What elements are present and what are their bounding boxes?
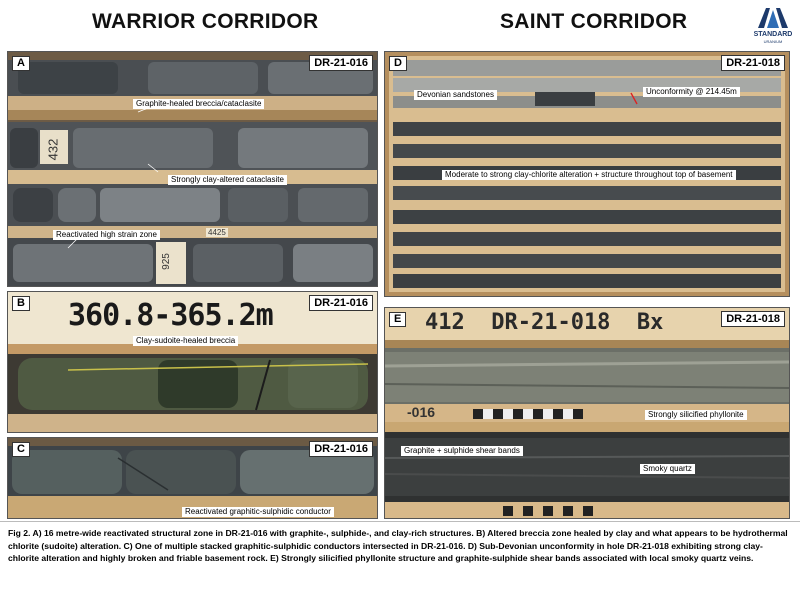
panel-e-tray-mark: -016 — [407, 404, 436, 420]
annotation-clay-altered-cataclasite: Strongly clay-altered cataclasite — [168, 175, 287, 185]
annotation-smoky-quartz: Smoky quartz — [640, 464, 695, 474]
figure-caption: Fig 2. A) 16 metre-wide reactivated structural zone in DR-21-016 with graphite-, sulphide-, and clay-rich structures. B) Altered breccia zone healed by clay and what appears to be hydrothermal chlorite (sudoite) alteration. C) One of multiple stacked graphitic-sulphidic conductors intersected in DR-21-016. D) Sub-Devonian unconformity in hole DR-21-018 exhibiting strong clay-chlorite alteration and highly broken and friable basement rock. E) Strongly silicified phyllonite structure and graphite-sulphide shear bands associated with local smoky quartz veins. — [8, 528, 788, 563]
annotation-clay-chlorite-alteration: Moderate to strong clay-chlorite alteration + structure throughout top of basement — [442, 170, 736, 180]
panel-d-hole-id: DR-21-018 — [721, 55, 785, 71]
caption-divider — [0, 521, 800, 522]
standard-uranium-logo-icon — [752, 4, 794, 44]
panel-a-box-mark-2: 925 — [160, 253, 172, 270]
panel-a-core-image — [8, 52, 377, 286]
annotation-silicified-phyllonite: Strongly silicified phyllonite — [645, 410, 747, 420]
panel-c-label: C — [12, 442, 30, 457]
panel-a-core-photo — [7, 51, 378, 287]
panel-a-hole-id: DR-21-016 — [309, 55, 373, 71]
panel-e-box-header: 412 DR-21-018 Bx — [425, 310, 664, 335]
saint-corridor-title: SAINT CORRIDOR — [500, 10, 688, 33]
panel-d-label: D — [389, 56, 407, 71]
annotation-clay-sudoite-breccia: Clay-sudoite-healed breccia — [133, 336, 238, 346]
panel-e-core-photo — [384, 307, 790, 519]
annotation-graphitic-sulphidic-conductor: Reactivated graphitic-sulphidic conductor — [182, 507, 334, 517]
panel-e-hole-id: DR-21-018 — [721, 311, 785, 327]
panel-b-core-photo — [7, 291, 378, 433]
panel-c-core-photo — [7, 437, 378, 519]
panel-a-box-mark-1: 432 — [45, 138, 61, 161]
annotation-graphite-sulphide-shear-bands: Graphite + sulphide shear bands — [401, 446, 523, 456]
logo-subtext: URANIUM — [763, 39, 783, 44]
panel-a-tag: 4425 — [208, 228, 226, 237]
annotation-devonian-sandstones: Devonian sandstones — [414, 90, 497, 100]
annotation-reactivated-high-strain-zone: Reactivated high strain zone — [53, 230, 160, 240]
panel-d-core-photo — [384, 51, 790, 297]
logo-text: STANDARD — [753, 31, 793, 38]
annotation-graphite-healed-breccia: Graphite-healed breccia/cataclasite — [133, 99, 264, 109]
warrior-corridor-title: WARRIOR CORRIDOR — [92, 10, 319, 33]
panel-a-label: A — [12, 56, 30, 71]
panel-b-interval: 360.8-365.2m — [68, 298, 273, 333]
annotation-unconformity-depth: Unconformity @ 214.45m — [643, 87, 740, 97]
panel-b-label: B — [12, 296, 30, 311]
panel-b-hole-id: DR-21-016 — [309, 295, 373, 311]
panel-c-hole-id: DR-21-016 — [309, 441, 373, 457]
panel-e-label: E — [389, 312, 406, 327]
